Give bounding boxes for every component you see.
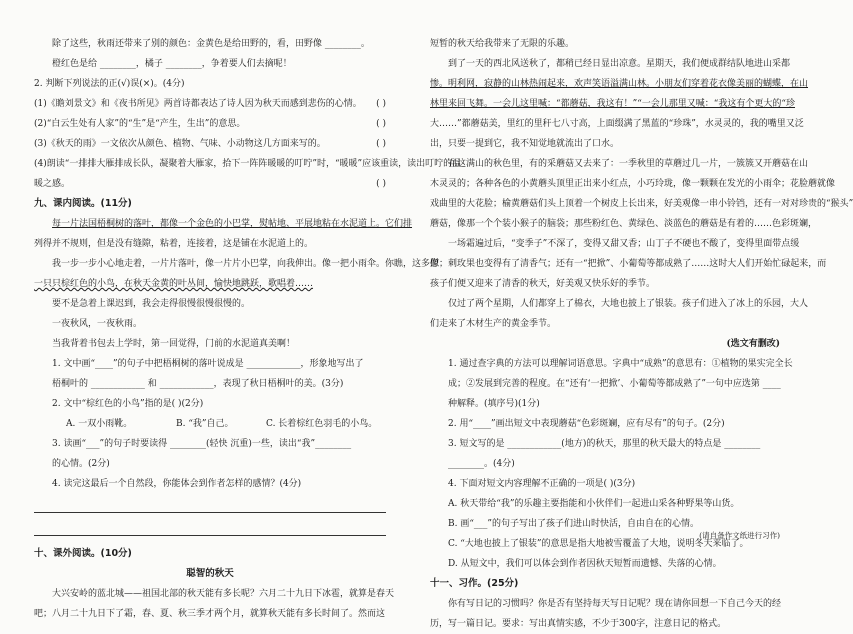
passage-line: 一夜秋风，一夜秋雨。 [52,319,143,329]
passage-line: 每一片法国梧桐树的落叶，都像一个金色的小巴掌，熨帖地、平展地粘在水泥道上。它们排 [52,219,413,229]
right-column [430,34,853,634]
question-9-3-cont: 的心情。(2分) [52,459,110,469]
article-line: 一场霜遍过后，“变季子”不深了，变得又甜又香；山丁子不硬也不酸了，变得里面带点缓 [448,239,800,249]
article-line: 蘑菇，像那一个个装小猴子的脑袋；那些粉红色、黄绿色、淡蓝色的蘑菇是有着的……色彩斑斓， [430,219,818,229]
judge-item-3: (3)《秋天的雨》一文依次从颜色、植物、气味、小动物这几方面来写的。 ( ) [34,134,386,154]
article-line: 在这满山的秋色里，有的采蘑菇又去来了：一季秋里的草蘑过几一片，一簇簇又开蘑菇在山 [448,159,809,169]
passage-line: 我一步一步小心地走着，一片片落叶，像一片片小巴掌，向我伸出。像一把小雨伞。你瞧，这多像 [52,259,440,269]
judge-item-4: (4)朗读“一排排大雁排成长队，凝聚着大雁家，拾下一阵阵暖暖的叮咛”时，“暖暖”应该重读，读出叮咛的温 [34,159,462,169]
option-c[interactable]: C. 长着棕红色羽毛的小鸟。 [266,419,378,429]
article-title: 聪智的秋天 [186,568,234,579]
passage-line: 要不是急着上课迟到，我会走得很慢很慢很慢的。 [52,299,251,309]
question-10-4: 4. 下面对短文内容理解不正确的一项是( )(3分) [448,479,636,489]
passage-line: 当我背着书包去上学时，第一回觉得，门前的水泥道真美啊！ [52,339,296,349]
judge-item-2: (2)“白云生处有人家”的“生”是“产生，生出”的意思。 ( ) [34,114,386,134]
question-9-1: 1. 文中画“____”的句子中把梧桐树的落叶说成是 ____________，形象地写出了 [52,359,364,369]
text-line: 除了这些，秋雨还带来了别的颜色：金黄色是给田野的，看，田野像 ________。 [52,39,370,49]
text-line: 橙红色是给 ________，橘子 ________，争着要人们去摘呢！ [52,59,292,69]
option-b[interactable]: B. “我”自己。 [176,419,234,429]
footer-note: (请自备作文纸进行习作) [699,531,780,541]
article-line: 仅过了两个星期，人们都穿上了棉衣，大地也披上了银装。孩子们进入了冰上的乐园，大人 [448,299,809,309]
question-10-1: 1. 通过查字典的方法可以理解词语意思。字典中“成熟”的意思有：①植物的果实完全长 [448,359,793,369]
answer-bracket[interactable]: ( ) [376,179,386,189]
question-9-1-cont: 梧桐叶的 ____________ 和 ____________，表现了秋日梧桐叶的美。(3分) [52,379,344,389]
article-line: 惨。明利网，寂静的山林热闹起来，欢声笑语溢满山林。小朋友们穿着花衣像美丽的蝴蝶，在山 [430,79,809,89]
question-9-2-options [34,414,386,434]
left-column [34,34,462,624]
answer-bracket[interactable]: ( ) [376,99,386,109]
question-10-3: 3. 短文写的是 ____________(地方)的秋天，那里的秋天最大的特点是 ________ [448,439,761,449]
article-line: 出，只要一提到它，我不知觉地就流出了口水。 [430,139,620,149]
judge-item-1: (1)《瞻刘景文》和《夜书所见》两首诗都表达了诗人因为秋天而感到悲伤的心情。 ( ) [34,94,386,114]
writing-prompt: 历，写一篇日记。要求：写出真情实感，不少于300字，注意日记的格式。 [430,619,727,629]
article-line: 慰；刺玫果也变得有了清香气；还有一“把掀”、小葡萄等都成熟了……这时大人们开始忙碌起来，而 [430,259,827,269]
section-11-title: 十一、习作。(25分) [430,578,519,589]
article-line: 大……”都蘑菇美，里红的里秆七八寸高，上面缀满了黑蓝的“珍珠”，水灵灵的，我的嘴里又泛 [430,119,804,129]
article-line: 孩子们便又迎来了清香的秋天，好美观又快乐好的季节。 [430,279,656,289]
judge-item-4-cont: 暖之感。 ( ) [34,174,386,194]
passage-line: 列得并不规则，但是没有缝隙，粘着，连接着，这是铺在水泥道上的。 [34,239,314,249]
article-line: 短暂的秋天给我带来了无限的乐趣。 [430,39,575,49]
answer-line[interactable] [34,498,386,513]
article-line: 林里来回飞舞。一会儿这里喊：“都蘑菇，我这有！”“一会儿那里又喊：“我这有个更大的“珍 [430,99,796,109]
passage-line: 一只只棕红色的小鸟，在秋天金黄的叶丛间，愉快地跳跃，歌唱着…… [34,279,314,289]
option-a[interactable]: A. 一双小雨靴。 [66,419,133,429]
option-b[interactable]: B. 画“___”的句子写出了孩子们进山时快活，自由自在的心情。 [448,519,700,529]
question-9-4: 4. 读完这最后一个自然段，你能体会到作者怎样的感情？(4分) [52,479,302,489]
article-line: 吧；八月二十九日下了霜，春、夏、秋三季才两个月，就算秋天能有多长时间了。然而这 [34,609,386,619]
article-line: 们走来了木材生产的黄金季节。 [430,319,557,329]
option-c[interactable]: C. “大地也披上了银装”的意思是指大地被雪覆盖了大地，说明冬天来临了。 [448,539,749,549]
article-line: 大兴安岭的蓝北城——祖国北部的秋天能有多长呢？六月二十九日下冰雹，就算是春天 [52,589,395,599]
option-a[interactable]: A. 秋天带给“我”的乐趣主要指能和小伙伴们一起进山采各种野果等山货。 [448,499,740,509]
option-d[interactable]: D. 从短文中，我们可以体会到作者因秋天短暂而遗憾、失落的心情。 [448,559,722,569]
section-9-title: 九、课内阅读。(11分) [34,198,132,209]
writing-prompt: 你有写日记的习惯吗？你是否有坚持每天写日记呢？现在请你回想一下自己今天的经 [448,599,782,609]
answer-bracket[interactable]: ( ) [376,119,386,129]
article-line: 木灵灵的；各种各色的小黄蘑头顶里正出来小红点，小巧玲珑，像一颗颗在发光的小雨伞；花脸蘑就像 [430,179,836,189]
question-2-title: 2. 判断下列说法的正(√)误(×)。(4分) [34,79,185,89]
question-9-3: 3. 读画“___”的句子时要读得 ________(轻快 沉重)一些，读出“我”________ [52,439,352,449]
section-10-title: 十、课外阅读。(10分) [34,548,132,559]
question-10-3-cont: ________。(4分) [448,459,515,469]
answer-line[interactable] [34,521,386,536]
question-9-2: 2. 文中“棕红色的小鸟”指的是( )(2分) [52,399,204,409]
question-10-1-cont: 成；②发展到完善的程度。在“还有‘一把掀’、小葡萄等都成熟了”一句中应选第 ____ [448,379,781,389]
article-line: 戏曲里的大花脸；榆黄蘑菇们头上顶着一个树皮上长出来，好美观像一串小铃铛，还有一对对珍贵的“猴头” [430,199,853,209]
source-note: (选文有删改) [726,339,780,349]
article-line: 到了一天的西北风送秋了，都稍已经日显出凉意。星期天，我们便成群结队地进山采都 [448,59,791,69]
answer-bracket[interactable]: ( ) [376,139,386,149]
question-10-1-cont: 种解释。(填序号)(1分) [448,399,540,409]
question-10-2: 2. 用“____”画出短文中表现蘑菇“色彩斑斓，应有尽有”的句子。(2分) [448,419,725,429]
